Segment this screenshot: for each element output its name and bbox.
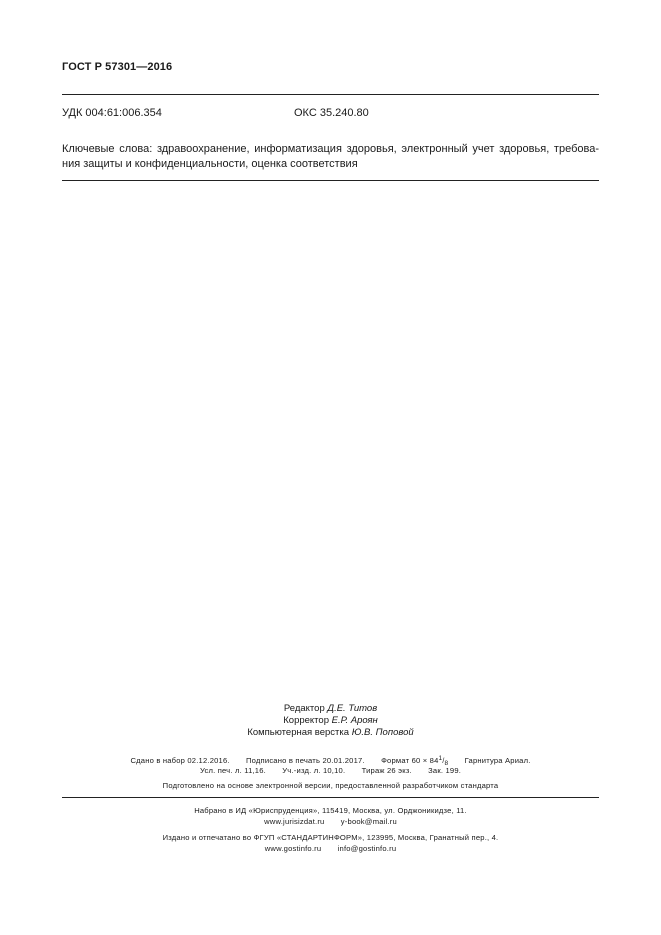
keywords-line-2: ния защиты и конфиденциальности, оценка соответствия xyxy=(62,158,358,170)
editor-label: Редактор xyxy=(283,703,325,714)
corrector-name: Е.Р. Ароян xyxy=(331,715,378,726)
prepared-note: Подготовлено на основе электронной версии, предоставленной разработчиком стандарта xyxy=(162,781,499,790)
typeset-info: Набрано в ИД «Юриспруденция», 115419, Москва, ул. Орджоникидзе, 11. xyxy=(194,806,467,815)
corrector-label: Корректор xyxy=(283,715,329,726)
publ-sheets: Уч.-изд. л. 10,10. xyxy=(282,766,346,775)
paper-format: Формат $60 \times 84^1/_8$ xyxy=(381,755,449,767)
layout-line xyxy=(0,727,661,739)
keywords-divider xyxy=(62,180,599,181)
keywords-line-1: Ключевые слова: здравоохранение, информатизация здоровья, электронный учет здоровья, требова- xyxy=(62,143,599,155)
printed-info: Издано и отпечатано во ФГУП «СТАНДАРТИНФОРМ», 123995, Москва, Гранатный пер., 4. xyxy=(162,833,499,842)
keywords-block xyxy=(62,142,599,172)
credits-block xyxy=(0,703,661,739)
typeset-site-link[interactable]: www.jurisizdat.ru xyxy=(264,817,325,826)
corrector-line xyxy=(0,715,661,727)
printed-email-link[interactable]: info@gostinfo.ru xyxy=(337,844,397,853)
order-number: Зак. 199. xyxy=(428,766,462,775)
top-divider xyxy=(62,94,599,95)
typeset-contacts xyxy=(0,816,661,827)
layout-name: Ю.В. Поповой xyxy=(351,727,414,738)
standard-code: ГОСТ Р 57301—2016 xyxy=(62,61,173,73)
signed-date: Подписано в печать 20.01.2017. xyxy=(246,756,365,765)
font-info: Гарнитура Ариал. xyxy=(464,756,531,765)
typeset-email-link[interactable]: y-book@mail.ru xyxy=(340,817,397,826)
oks-code: ОКС 35.240.80 xyxy=(294,107,369,119)
editor-name: Д.Е. Титов xyxy=(327,703,378,714)
print-sheets: Усл. печ. л. 11,16. xyxy=(199,766,266,775)
print-info-line-2 xyxy=(0,765,661,776)
imprint-divider xyxy=(62,797,599,798)
printed-contacts xyxy=(0,843,661,854)
editor-line xyxy=(0,703,661,715)
udk-code: УДК 004:61:006.354 xyxy=(62,107,162,119)
circulation: Тираж 26 экз. xyxy=(361,766,412,775)
layout-label: Компьютерная верстка xyxy=(247,727,350,738)
printed-site-link[interactable]: www.gostinfo.ru xyxy=(264,844,322,853)
submitted-date: Сдано в набор 02.12.2016. xyxy=(130,756,230,765)
